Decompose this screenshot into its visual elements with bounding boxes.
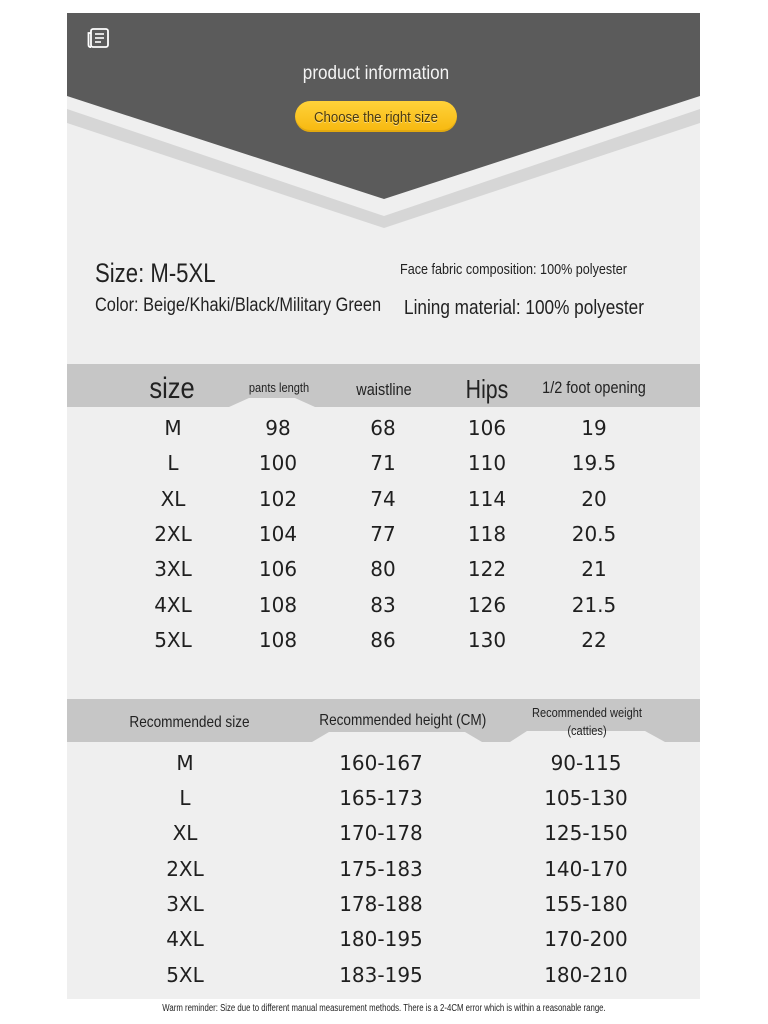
cell-height: 170-178 xyxy=(339,821,423,845)
cell-weight: 140-170 xyxy=(544,857,628,881)
cell-pants-length: 106 xyxy=(258,557,298,581)
cell-hips: 114 xyxy=(467,487,507,511)
face-fabric: Face fabric composition: 100% polyester xyxy=(400,261,627,278)
cell-foot-opening: 20.5 xyxy=(571,522,617,546)
table-row xyxy=(67,588,700,623)
cell-size: XL xyxy=(160,487,186,511)
table-row xyxy=(67,887,700,922)
cell-height: 178-188 xyxy=(339,892,423,916)
cell-recommended-size: 5XL xyxy=(166,963,204,987)
lining-material: Lining material: 100% polyester xyxy=(404,297,644,319)
cell-waistline: 83 xyxy=(370,593,396,617)
table-row xyxy=(67,517,700,552)
header-recommended-height: Recommended height (CM) xyxy=(319,712,487,729)
cell-hips: 126 xyxy=(467,593,507,617)
header-waistline: waistline xyxy=(356,380,412,399)
table-row xyxy=(67,746,700,781)
cell-weight: 170-200 xyxy=(544,927,628,951)
table-row xyxy=(67,552,700,587)
header-hips: Hips xyxy=(465,374,509,404)
cell-weight: 105-130 xyxy=(544,786,628,810)
cell-hips: 118 xyxy=(467,522,507,546)
cell-height: 180-195 xyxy=(339,927,423,951)
choose-size-label: Choose the right size xyxy=(313,109,438,126)
table-row xyxy=(67,852,700,887)
cell-weight: 180-210 xyxy=(544,963,628,987)
cell-recommended-size: XL xyxy=(172,821,198,845)
cell-hips: 130 xyxy=(467,628,507,652)
cell-waistline: 71 xyxy=(370,451,396,475)
cell-foot-opening: 19 xyxy=(581,416,607,440)
cell-foot-opening: 21.5 xyxy=(571,593,617,617)
cell-foot-opening: 19.5 xyxy=(571,451,617,475)
banner-title: product information xyxy=(302,63,450,84)
cell-height: 160-167 xyxy=(339,751,423,775)
header-recommended-weight: Recommended weight xyxy=(532,705,642,720)
cell-size: L xyxy=(167,451,179,475)
header-recommended-size: Recommended size xyxy=(129,714,250,731)
warm-reminder-note: Warm reminder: Size due to different manual measurement methods. There is a 2-4CM error which is within a reasonable range. xyxy=(162,1003,606,1014)
cell-size: 5XL xyxy=(154,628,192,652)
cell-hips: 122 xyxy=(467,557,507,581)
recommend-table-header xyxy=(67,699,700,742)
cell-recommended-size: 3XL xyxy=(166,892,204,916)
header-weight-unit: (catties) xyxy=(567,723,607,738)
cell-recommended-size: 2XL xyxy=(166,857,204,881)
cell-waistline: 86 xyxy=(370,628,396,652)
cell-hips: 106 xyxy=(467,416,507,440)
cell-height: 183-195 xyxy=(339,963,423,987)
cell-pants-length: 104 xyxy=(258,522,298,546)
header-size: size xyxy=(149,372,195,405)
table-row xyxy=(67,958,700,993)
color-options: Color: Beige/Khaki/Black/Military Green xyxy=(95,295,382,316)
cell-size: 2XL xyxy=(154,522,192,546)
cell-height: 165-173 xyxy=(339,786,423,810)
cell-pants-length: 98 xyxy=(265,416,291,440)
cell-foot-opening: 21 xyxy=(581,557,607,581)
table-row xyxy=(67,781,700,816)
cell-foot-opening: 20 xyxy=(581,487,607,511)
header-pants-length: pants length xyxy=(248,380,310,395)
cell-weight: 155-180 xyxy=(544,892,628,916)
table-row xyxy=(67,482,700,517)
cell-size: 3XL xyxy=(154,557,192,581)
cell-pants-length: 108 xyxy=(258,593,298,617)
cell-size: M xyxy=(164,416,182,440)
cell-weight: 125-150 xyxy=(544,821,628,845)
size-table-header xyxy=(67,364,700,407)
cell-pants-length: 108 xyxy=(258,628,298,652)
cell-waistline: 80 xyxy=(370,557,396,581)
size-range: Size: M-5XL xyxy=(95,258,216,288)
header-banner xyxy=(67,13,700,228)
cell-hips: 110 xyxy=(467,451,507,475)
cell-recommended-size: 4XL xyxy=(166,927,204,951)
cell-waistline: 68 xyxy=(370,416,396,440)
cell-waistline: 74 xyxy=(370,487,396,511)
cell-recommended-size: M xyxy=(176,751,194,775)
product-info-panel xyxy=(67,13,700,999)
header-foot-opening: 1/2 foot opening xyxy=(542,378,646,397)
table-row xyxy=(67,623,700,658)
table-row xyxy=(67,446,700,481)
cell-pants-length: 100 xyxy=(258,451,298,475)
table-row xyxy=(67,922,700,957)
cell-waistline: 77 xyxy=(370,522,396,546)
cell-size: 4XL xyxy=(154,593,192,617)
cell-recommended-size: L xyxy=(179,786,191,810)
cell-pants-length: 102 xyxy=(258,487,298,511)
cell-foot-opening: 22 xyxy=(581,628,607,652)
table-row xyxy=(67,411,700,446)
table-row xyxy=(67,816,700,851)
cell-weight: 90-115 xyxy=(550,751,622,775)
document-list-icon[interactable] xyxy=(87,27,111,49)
choose-size-button[interactable] xyxy=(295,101,457,132)
cell-height: 175-183 xyxy=(339,857,423,881)
